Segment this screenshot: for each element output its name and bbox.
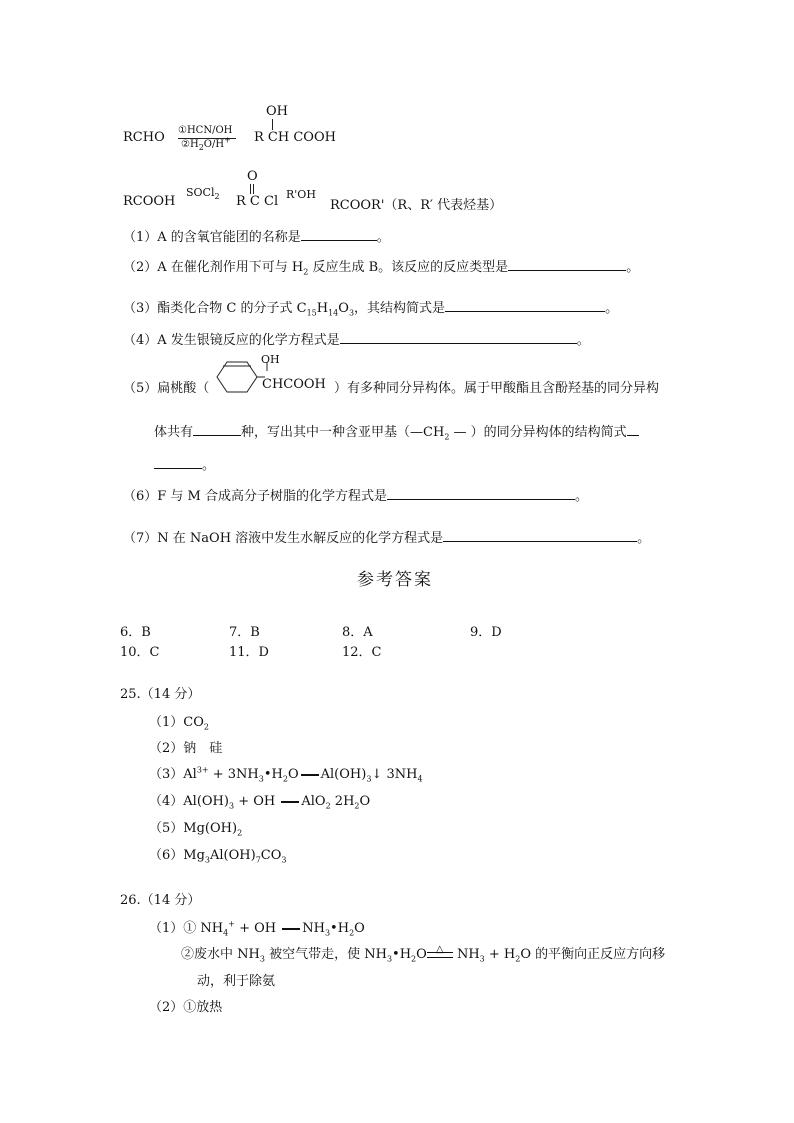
r2-double-bond-a bbox=[250, 184, 251, 194]
mc-answer: 6．B bbox=[120, 625, 151, 640]
r2-intermediate: R C Cl bbox=[236, 194, 279, 209]
q26-answer-1c: 动，利于除氨 bbox=[197, 974, 276, 989]
r2-reagent-1: SOCl$_2$ bbox=[186, 186, 220, 202]
answer-blank[interactable] bbox=[443, 529, 637, 542]
answer-blank[interactable] bbox=[340, 331, 577, 344]
question-1: （1）A 的含氧官能团的名称是 。 bbox=[123, 230, 390, 245]
r1-condition-bottom: $②H_2O/H^+$ bbox=[181, 135, 231, 152]
q25-answer-6: $(6)Mg_3Al(OH)_7CO_3$ bbox=[149, 848, 287, 865]
equation-arrow bbox=[281, 801, 299, 803]
equilibrium-arrow: △ bbox=[427, 949, 453, 961]
mc-answer: 11．D bbox=[229, 645, 269, 660]
question-7: （7）N 在 NaOH 溶液中发生水解反应的化学方程式是 。 bbox=[123, 531, 651, 546]
r2-double-bond-b bbox=[253, 184, 254, 194]
q5-line-1-mid: ）有多种同分异构体。属于甲酸酯且含酚羟基的同分异构 bbox=[334, 381, 660, 396]
q25-answer-1: $(1)CO_2$ bbox=[149, 715, 209, 732]
q26-answer-2: （2）①放热 bbox=[149, 1000, 223, 1015]
answer-blank[interactable] bbox=[387, 487, 575, 500]
r1-product-oh: OH bbox=[266, 104, 288, 119]
equation-arrow bbox=[301, 774, 319, 776]
q25-answer-3: $(3)Al^{3+}$ + $3NH_3•H_2O$ $Al(OH)_3↓$ $3NH_4$ bbox=[149, 765, 423, 784]
r1-oh-bond bbox=[272, 119, 273, 130]
mc-answer: 12．C bbox=[342, 645, 382, 660]
answer-key-title: 参考答案 bbox=[357, 570, 433, 590]
r1-condition-top: ①HCN/OH bbox=[178, 125, 233, 136]
q5-line-1-pre: （5）扁桃酸（ bbox=[123, 381, 210, 396]
answer-blank[interactable] bbox=[193, 423, 241, 436]
question-6: （6）F 与 M 合成高分子树脂的化学方程式是 。 bbox=[123, 489, 589, 504]
q25-answer-5: $(5)Mg(OH)_2$ bbox=[149, 821, 243, 838]
answer-blank[interactable] bbox=[508, 258, 626, 271]
q25-answer-2: （2）钠 硅 bbox=[149, 741, 223, 756]
r1-product: R CH COOH bbox=[254, 130, 336, 145]
q5-structure-group: CHCOOH bbox=[262, 377, 326, 392]
answer-blank[interactable] bbox=[445, 299, 605, 312]
equation-arrow bbox=[282, 928, 300, 930]
q5-line-2: 体共有 种，写出其中一种含亚甲基（$—CH_2$ — ）的同分异构体的结构简式 bbox=[154, 421, 639, 440]
q26-header: 26.（14 分） bbox=[120, 893, 201, 908]
q26-answer-1: （1）① $NH_4^+$ + OH $NH_3•H_2O$ bbox=[149, 919, 365, 938]
question-2: （2）A 在催化剂作用下可与 $H_2$ 反应生成 B。该反应的反应类型是 。 bbox=[123, 260, 640, 277]
mc-answer: 9．D bbox=[470, 625, 502, 640]
answer-blank[interactable] bbox=[627, 423, 639, 436]
r2-product: RCOOR'（R、R′ 代表烃基） bbox=[330, 198, 503, 213]
answer-blank[interactable] bbox=[154, 456, 202, 469]
r2-carbonyl-o: O bbox=[247, 169, 258, 184]
answer-blank[interactable] bbox=[301, 228, 377, 241]
r2-reagent-2: R'OH bbox=[286, 188, 316, 201]
mc-answer: 8．A bbox=[342, 625, 373, 640]
q25-header: 25.（14 分） bbox=[120, 687, 201, 702]
q5-structure-oh: OH bbox=[261, 353, 280, 366]
q25-answer-4: $(4)Al(OH)_3$ + OH AlO$_2$ $2H_2O$ bbox=[149, 794, 371, 811]
question-3: （3）酯类化合物 C 的分子式 $C_{15}H_{14}O_3$，其结构简式是 。 bbox=[123, 301, 619, 318]
question-4: （4）A 发生银镜反应的化学方程式是 。 bbox=[123, 333, 590, 348]
r1-reactant: RCHO bbox=[123, 130, 165, 145]
mc-answer: 10．C bbox=[120, 645, 160, 660]
mc-answer: 7．B bbox=[229, 625, 260, 640]
r2-reactant: RCOOH bbox=[123, 194, 176, 209]
q5-line-3: 。 bbox=[154, 454, 215, 473]
q26-answer-1b: ②废水中 $NH_3$ 被空气带走，使 $NH_3•H_2O$ △ $NH_3 + H_2O$ 的平衡向正反应方向移 bbox=[181, 943, 666, 964]
